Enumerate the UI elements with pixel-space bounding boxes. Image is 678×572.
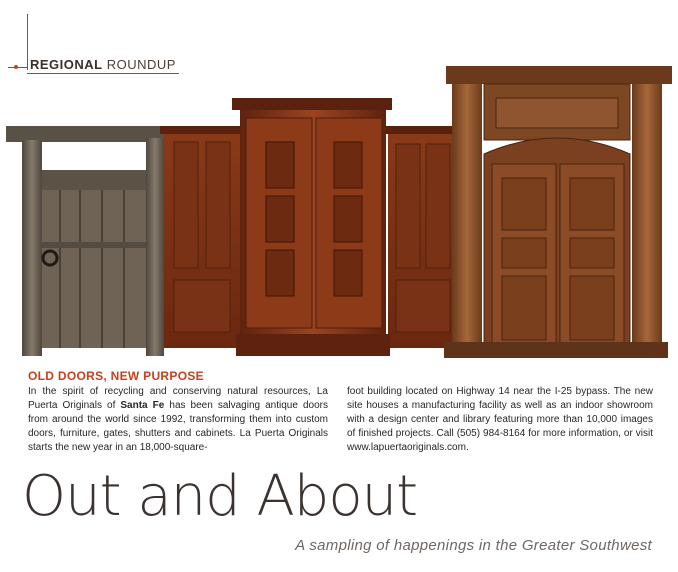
section-label-prefix: REGIONAL — [30, 57, 103, 72]
article-city: Santa Fe — [120, 400, 165, 411]
article-heading: OLD DOORS, NEW PURPOSE — [28, 369, 204, 383]
article-column-1 — [28, 385, 328, 455]
article-column-2: foot building located on Highway 14 near the I-25 bypass. The new site houses a manufacturing facility as well as an indoor showroom with a design center and library featuring more than 10,000 images of finished projects. Call (505) 984-8164 for more information, or visit www.lapuertaoriginals.com. — [347, 386, 653, 453]
article-text-1a: In the spirit of recycling and conserving natural resources, La Puerta Originals of — [28, 386, 328, 411]
armoire — [160, 98, 460, 356]
article-text-1b: has been salvaging antique doors from around the world since 1992, transforming them into custom doors, furniture, gates, shutters and cabinets. La Puerta Originals starts the new year in an 18,000-square- — [28, 400, 328, 453]
carved-double-doors — [444, 66, 672, 358]
doors-photo — [0, 62, 678, 362]
feature-title: Out and About — [22, 464, 418, 529]
section-label-suffix: ROUNDUP — [102, 57, 176, 72]
feature-subtitle: A sampling of happenings in the Greater Southwest — [295, 537, 652, 554]
